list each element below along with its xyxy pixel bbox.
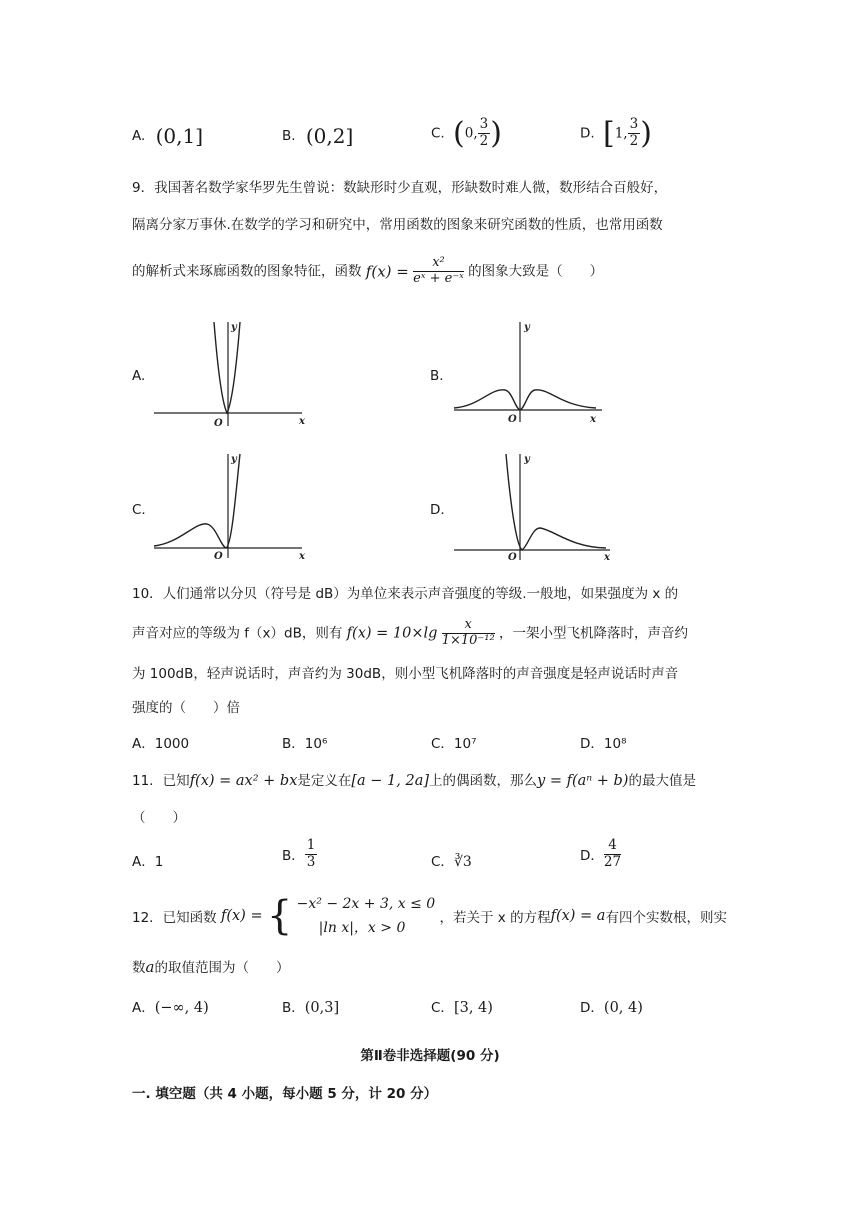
q10-line-3: 为 100dB，轻声说话时，声音约为 30dB，则小型飞机降落时的声音强度是轻声说话时声音 — [132, 666, 679, 682]
numerator: 3 — [479, 116, 489, 133]
option-label: D． — [580, 848, 604, 865]
section-subtitle: 一. 填空题（共 4 小题，每小题 5 分，计 20 分） — [132, 1086, 438, 1102]
fraction — [628, 117, 641, 149]
q10-option-a: A．1000 — [132, 736, 190, 752]
q8-option-d — [580, 116, 652, 151]
option-math: 1, — [614, 125, 628, 142]
formula: y = f(aⁿ + b) — [537, 773, 629, 789]
text: 声音对应的等级为 f（x）dB，则有 — [132, 625, 343, 642]
option-math: 0, — [464, 125, 478, 142]
q12-line-1 — [132, 892, 727, 940]
option-math: (0,2] — [305, 124, 354, 148]
q9-line-3 — [132, 256, 603, 287]
option-math: (0,3] — [304, 1000, 340, 1016]
q12-option-d — [580, 996, 643, 1016]
equation: f(x) = a — [550, 908, 606, 924]
piecewise-cases — [297, 892, 436, 940]
numerator: x² — [413, 256, 464, 272]
denominator: 3 — [306, 853, 316, 870]
case-2: |ln x|，x > 0 — [318, 920, 406, 936]
option-label: B. — [282, 128, 296, 144]
option-math: [3, 4) — [453, 1000, 493, 1016]
option-label: C. — [431, 125, 445, 142]
option-label: B． — [282, 848, 305, 865]
text: 数 — [132, 960, 146, 976]
y-label: y — [524, 322, 530, 333]
text: 上的偶函数，那么 — [429, 773, 538, 789]
denominator: 2 — [479, 133, 489, 149]
q11-option-b — [282, 838, 317, 870]
curve — [214, 322, 240, 413]
denominator: 2 — [629, 133, 639, 149]
paren-close: ) — [640, 116, 652, 151]
x-label: x — [299, 416, 305, 427]
bracket-open: [ — [602, 116, 615, 151]
graph-c — [150, 450, 310, 562]
variable: a — [145, 958, 155, 976]
q9-line-1: 9．我国著名数学家华罗先生曾说：数缺形时少直观，形缺数时难人微，数形结合百般好， — [132, 180, 668, 196]
fraction — [413, 256, 464, 287]
graph-a-label: A. — [132, 368, 146, 384]
q11-option-d — [580, 838, 621, 870]
brace: { — [266, 893, 293, 939]
numerator: 1 — [306, 837, 316, 853]
graph-b-label: B. — [430, 368, 444, 384]
origin-label: O — [214, 418, 223, 429]
graph-b — [450, 318, 610, 430]
curve — [454, 390, 596, 410]
function-name: f(x) = — [365, 262, 409, 281]
origin-label: O — [508, 414, 517, 425]
curve — [506, 454, 606, 550]
numerator: 4 — [604, 838, 621, 855]
option-math: (0,1] — [155, 124, 204, 148]
y-label: y — [231, 322, 237, 333]
q12-option-b — [282, 996, 339, 1016]
fraction — [604, 838, 621, 870]
graph-c-label: C. — [132, 502, 146, 518]
graph-d-label: D. — [430, 502, 445, 518]
option-math: ∛3 — [453, 854, 472, 870]
case-1: −x² − 2x + 3, x ≤ 0 — [296, 896, 436, 912]
q12-option-c — [431, 996, 493, 1016]
q10-option-b: B．10⁶ — [282, 736, 328, 752]
x-label: x — [299, 551, 305, 562]
section-title: 第Ⅱ卷非选择题(90 分) — [360, 1048, 500, 1064]
q12-line-2 — [132, 956, 289, 976]
fraction — [442, 618, 495, 649]
option-math: (0, 4) — [603, 1000, 643, 1016]
option-label: D． — [580, 1000, 604, 1016]
interval: [a − 1, 2a] — [351, 773, 430, 789]
option-label: A. — [132, 128, 146, 144]
q12-option-a — [132, 996, 209, 1016]
text: 的解析式来琢廊函数的图象特征，函数 — [132, 263, 362, 280]
graph-a — [150, 318, 310, 430]
q11-line-1 — [132, 770, 696, 792]
q11-option-a: A．1 — [132, 854, 164, 870]
origin-label: O — [508, 552, 517, 562]
origin-label: O — [214, 551, 223, 562]
denominator: 1×10⁻¹² — [441, 632, 495, 648]
paren-open: ( — [453, 116, 465, 151]
x-label: x — [604, 552, 610, 562]
q10-line-4: 强度的（ ）倍 — [132, 700, 240, 716]
text: 11．已知 — [132, 773, 190, 789]
text: 12．已知函数 — [132, 910, 217, 926]
curve — [154, 454, 240, 548]
q8-option-c — [431, 116, 502, 151]
q8-option-b — [282, 124, 353, 148]
formula: f(x) = ax² + bx — [189, 773, 298, 789]
y-label: y — [231, 454, 237, 465]
text: 有四个实数根，则实 — [605, 910, 727, 926]
option-label: C． — [431, 1000, 454, 1016]
q10-option-c: C．10⁷ — [431, 736, 477, 752]
paren-close: ) — [490, 116, 502, 151]
fraction — [305, 838, 318, 870]
option-label: D. — [580, 125, 595, 142]
numerator: 3 — [629, 116, 639, 133]
q8-option-a — [132, 124, 203, 148]
text: ，若关于 x 的方程 — [439, 910, 551, 926]
text: ，一架小型飞机降落时，声音约 — [499, 625, 689, 642]
q11-line-2: （ ） — [132, 810, 186, 826]
option-label: B． — [282, 1000, 305, 1016]
y-label: y — [524, 454, 530, 465]
q10-line-1: 10．人们通常以分贝（符号是 dB）为单位来表示声音强度的等级.一般地，如果强度为 x 的 — [132, 586, 679, 602]
function-name: f(x) = — [220, 908, 263, 924]
q11-option-c — [431, 850, 472, 870]
graph-d — [450, 450, 620, 562]
denominator: eˣ + e⁻ˣ — [413, 270, 464, 286]
formula: f(x) = 10×lg — [346, 625, 438, 642]
q10-option-d: D．10⁸ — [580, 736, 627, 752]
fraction — [478, 117, 491, 149]
text: 的最大值是 — [628, 773, 696, 789]
text: 是定义在 — [297, 773, 352, 789]
option-label: C． — [431, 854, 454, 870]
x-label: x — [590, 414, 596, 425]
denominator: 27 — [603, 853, 622, 870]
text: 的图象大致是（ ） — [468, 263, 604, 280]
option-label: A． — [132, 1000, 155, 1016]
q9-line-2: 隔离分家万事休.在数学的学习和研究中，常用函数的图象来研究函数的性质，也常用函数 — [132, 217, 663, 233]
q10-line-2 — [132, 618, 688, 649]
numerator: x — [442, 618, 495, 634]
option-math: (−∞, 4) — [154, 1000, 209, 1016]
text: 的取值范围为（ ） — [154, 960, 290, 976]
